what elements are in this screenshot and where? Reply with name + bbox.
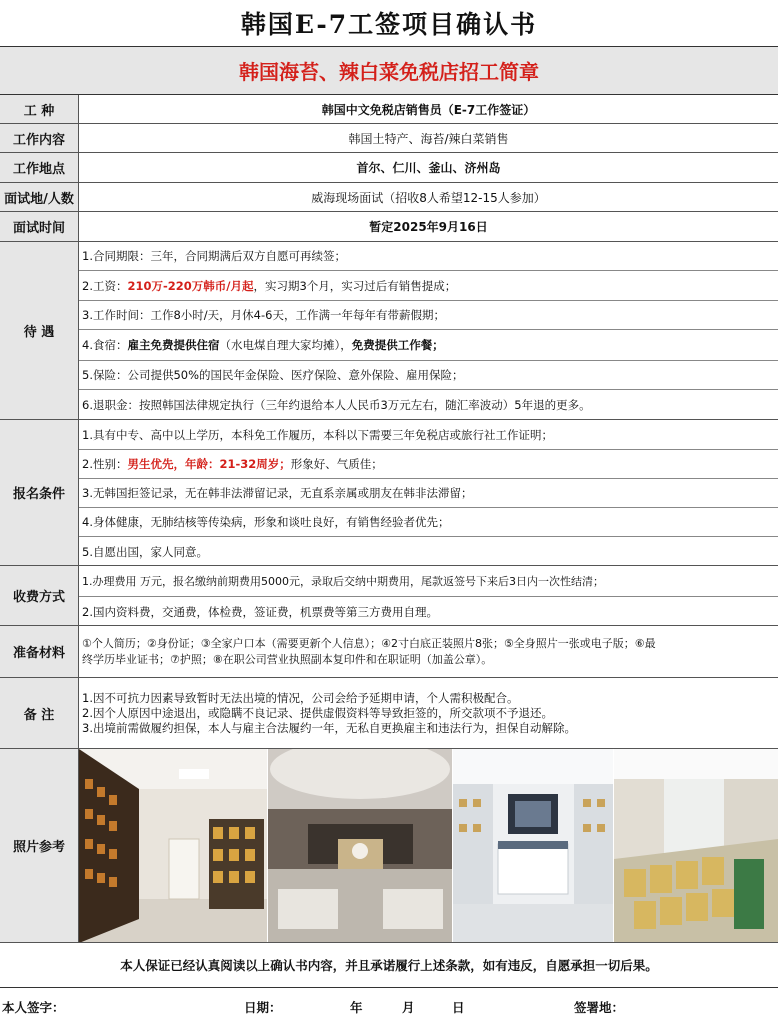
fee-item: 2.国内资料费，交通费，体检费，签证费，机票费等第三方费用自理。: [82, 604, 438, 619]
benefit-item: 2.工资： 210万-220万韩币/月起 ，实习期3个月，实习过后有销售提成；: [79, 271, 778, 301]
document-title: 韩国E-7工签项目确认书: [0, 0, 778, 47]
label-benefits: 待 遇: [0, 242, 79, 419]
benefit-item: 6.退职金：按照韩国法律规定执行（三年约退给本人人民币3万元左右，随汇率波动）5年退的更多。: [82, 398, 591, 412]
row-requirements: [0, 420, 778, 566]
date-label: 日期：: [244, 1000, 282, 1015]
pledge-statement: 本人保证已经认真阅读以上确认书内容，并且承诺履行上述条款，如有违反，自愿承担一切后果。: [0, 943, 778, 988]
value-interview-place: 威海现场面试（招收8人希望12-15人参加）: [311, 190, 546, 205]
label-photos: 照片参考: [0, 749, 79, 942]
year-label: 年: [350, 1000, 363, 1015]
label-job-location: 工作地点: [0, 153, 79, 182]
value-job-type: 韩国中文免税店销售员（E-7工作签证）: [321, 102, 536, 117]
row-interview-time: [0, 212, 778, 242]
signature-line: [0, 988, 778, 1024]
store-photo-1: [79, 749, 268, 942]
requirement-item: 2.性别： 男生优先，年龄：21-32周岁； 形象好、气质佳；: [79, 450, 778, 479]
row-job-content: [0, 124, 778, 153]
requirement-item: 1.具有中专、高中以上学历，本科免工作履历，本科以下需要三年免税店或旅行社工作证明；: [79, 420, 778, 450]
benefits-list: [79, 242, 778, 419]
photo-strip: [79, 749, 778, 942]
label-materials: 准备材料: [0, 626, 79, 677]
note-item: 2.因个人原因中途退出，或隐瞒不良记录、提供虚假资料等导致拒签的，所交款项不予退还。: [82, 705, 553, 720]
note-item: 3.出境前需做履约担保，本人与雇主合法履约一年，无私自更换雇主和违法行为，担保自动解除。: [82, 720, 576, 735]
materials-text: [79, 626, 778, 677]
fee-item: 1.办理费用 万元，报名缴纳前期费用5000元，录取后交纳中期费用，尾款返签号下来后3日内一次性结清；: [79, 566, 778, 597]
benefit-item: 3.工作时间：工作8小时/天，月休4-6天，工作满一年每年有带薪假期；: [79, 301, 778, 330]
label-notes: 备 注: [0, 678, 79, 748]
row-photos: [0, 749, 778, 943]
requirement-item: 4.身体健康，无肺结核等传染病，形象和谈吐良好，有销售经验者优先；: [79, 508, 778, 537]
row-job-location: [0, 153, 778, 183]
benefit-item: 1.合同期限：三年，合同期满后双方自愿可再续签；: [79, 242, 778, 271]
benefit-item: 5.保险：公司提供50%的国民年金保险、医疗保险、意外保险、雇用保险；: [79, 361, 778, 390]
month-label: 月: [402, 1000, 415, 1015]
label-job-content: 工作内容: [0, 124, 79, 152]
row-notes: [0, 678, 778, 749]
value-job-location: 首尔、仁川、釜山、济州岛: [356, 161, 501, 175]
store-photo-4: [614, 749, 778, 942]
day-label: 日: [452, 1000, 465, 1015]
row-fees: [0, 566, 778, 626]
row-interview-place: [0, 183, 778, 212]
row-benefits: [0, 242, 778, 420]
requirement-item: 3.无韩国拒签记录，无在韩非法滞留记录，无直系亲属或朋友在韩非法滞留；: [79, 479, 778, 508]
document-subtitle: 韩国海苔、辣白菜免税店招工简章: [0, 47, 778, 95]
requirements-list: [79, 420, 778, 565]
label-fees: 收费方式: [0, 566, 79, 625]
store-photo-3: [453, 749, 614, 942]
materials-line: 终学历毕业证书；⑦护照；⑧在职公司营业执照副本复印件和在职证明（加盖公章）。: [82, 652, 493, 666]
note-item: 1.因不可抗力因素导致暂时无法出境的情况，公司会给予延期申请，个人需积极配合。: [82, 690, 519, 705]
value-interview-time: 暂定2025年9月16日: [369, 220, 488, 234]
benefit-item: 4.食宿： 雇主免费提供住宿 （水电煤自理大家均摊）， 免费提供工作餐；: [79, 330, 778, 361]
label-interview-place: 面试地/人数: [0, 183, 79, 211]
label-job-type: 工 种: [0, 95, 79, 123]
requirement-item: 5.自愿出国，家人同意。: [82, 544, 208, 559]
label-interview-time: 面试时间: [0, 212, 79, 241]
store-photo-2: [268, 749, 453, 942]
label-requirements: 报名条件: [0, 420, 79, 565]
row-materials: [0, 626, 778, 678]
fees-list: [79, 566, 778, 625]
notes-text: [79, 678, 778, 748]
signing-place-label: 签署地：: [574, 1000, 625, 1015]
value-job-content: 韩国土特产、海苔/辣白菜销售: [348, 131, 509, 146]
signer-label: 本人签字：: [2, 1000, 65, 1015]
row-job-type: [0, 95, 778, 124]
materials-line: ①个人简历；②身份证；③全家户口本（需要更新个人信息）；④2寸白底正装照片8张；⑤全身照片一张或电子版；⑥最: [82, 636, 656, 650]
